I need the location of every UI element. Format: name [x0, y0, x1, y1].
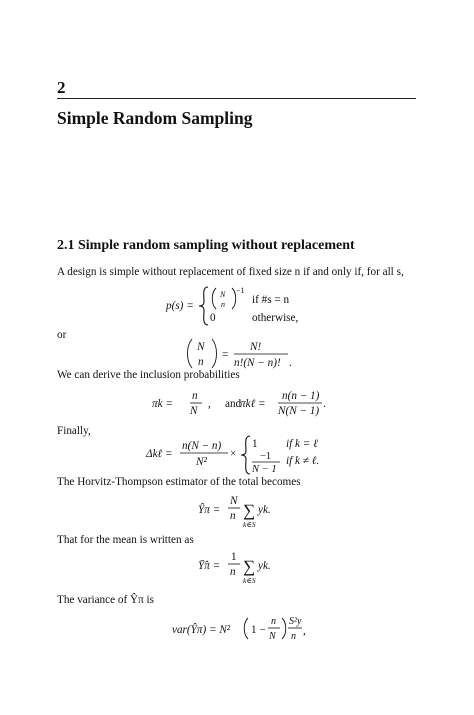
eq-total-sub: k∈S	[243, 520, 256, 529]
eq-delta-brace	[241, 436, 250, 474]
eq-delta-lhs: Δkℓ =	[146, 448, 173, 460]
eq-design-case2: otherwise,	[252, 312, 299, 324]
paragraph-variance: The variance of Ŷπ is	[57, 594, 154, 606]
chapter-rule	[57, 98, 416, 99]
paragraph-mean: That for the mean is written as	[57, 534, 194, 546]
eq-design-paren-left	[212, 288, 216, 309]
eq-binom-paren-right	[212, 339, 217, 368]
equation-inclusion	[150, 388, 340, 418]
eq-pik-den: N	[190, 405, 198, 417]
eq-delta-case2-num: −1	[260, 451, 272, 462]
eq-delta-case2-den: N − 1	[252, 464, 277, 475]
eq-var-paren-right	[282, 618, 286, 639]
eq-design-lhs: p(s) =	[166, 300, 194, 312]
eq-var-s-den: n	[291, 631, 296, 642]
eq-pik-num: n	[192, 390, 198, 402]
eq-mean-den: n	[230, 566, 236, 578]
eq-var-inner: 1 −	[251, 624, 266, 636]
eq-delta-case1: if k = ℓ	[286, 438, 318, 450]
equation-design	[150, 284, 350, 328]
eq-design-case2-value: 0	[210, 312, 216, 324]
eq-mean-num: 1	[231, 551, 237, 563]
eq-total-sum: ∑	[243, 501, 256, 520]
eq-binom-equals: =	[222, 349, 229, 361]
eq-design-binom-bottom: n	[221, 300, 225, 309]
equation-variance	[172, 612, 322, 648]
eq-mean-lhs: Ȳ̂π =	[198, 560, 221, 572]
equation-binomial	[186, 337, 306, 371]
eq-delta-case1-value: 1	[252, 438, 258, 450]
eq-delta-case2: if k ≠ ℓ.	[286, 455, 320, 467]
eq-pikl-den: N(N − 1)	[278, 405, 320, 417]
section-title: 2.1 Simple random sampling without replacement	[57, 238, 355, 253]
paragraph-inclusion: We can derive the inclusion probabilities	[57, 369, 240, 381]
eq-pik-lhs: πk =	[152, 398, 173, 410]
paragraph-or: or	[57, 329, 67, 341]
eq-total-lhs: Ŷπ =	[198, 504, 221, 516]
chapter-number: 2	[57, 78, 66, 97]
eq-binom-suffix: .	[289, 357, 292, 369]
eq-design-brace	[199, 287, 208, 325]
eq-mean-term: yk.	[258, 560, 271, 572]
eq-binom-den: n!(N − n)!	[234, 357, 281, 369]
paragraph-intro: A design is simple without replacement of fixed size n if and only if, for all s,	[57, 266, 404, 278]
chapter-title: Simple Random Sampling	[57, 108, 253, 128]
eq-delta-num: n(N − n)	[182, 440, 222, 452]
eq-delta-times: ×	[230, 448, 237, 460]
equation-mean	[198, 548, 288, 588]
eq-var-frac-num: n	[271, 616, 276, 627]
eq-delta-den: N²	[196, 456, 207, 468]
paragraph-finally: Finally,	[57, 425, 91, 437]
eq-total-den: n	[230, 510, 236, 522]
equation-total	[198, 492, 288, 532]
eq-pikl-num: n(n − 1)	[282, 390, 320, 402]
eq-and: and	[225, 398, 242, 410]
eq-var-suffix: ,	[303, 625, 306, 637]
paragraph-horvitz: The Horvitz-Thompson estimator of the total becomes	[57, 476, 301, 488]
eq-var-frac-den: N	[269, 631, 276, 642]
eq-design-case1: if #s = n	[252, 294, 290, 306]
eq-mean-sub: k∈S	[243, 576, 256, 585]
eq-var-lhs: var(Ŷπ) = N²	[172, 624, 231, 636]
eq-var-s-num: S²y	[289, 616, 302, 627]
eq-design-exponent: −1	[236, 286, 245, 295]
eq-binom-top: N	[197, 341, 205, 353]
eq-total-num: N	[230, 495, 238, 507]
eq-binom-paren-left	[188, 339, 193, 368]
eq-binom-num: N!	[250, 341, 262, 353]
equation-delta	[146, 433, 346, 473]
eq-var-paren-left	[244, 618, 248, 639]
eq-pikl-suffix: .	[323, 398, 326, 410]
eq-pikl-lhs: πkℓ =	[240, 398, 266, 410]
eq-design-binom-top: N	[220, 290, 226, 299]
eq-pik-comma: ,	[208, 398, 211, 410]
eq-total-term: yk.	[258, 504, 271, 516]
eq-mean-sum: ∑	[243, 557, 256, 576]
eq-binom-bottom: n	[198, 356, 204, 368]
